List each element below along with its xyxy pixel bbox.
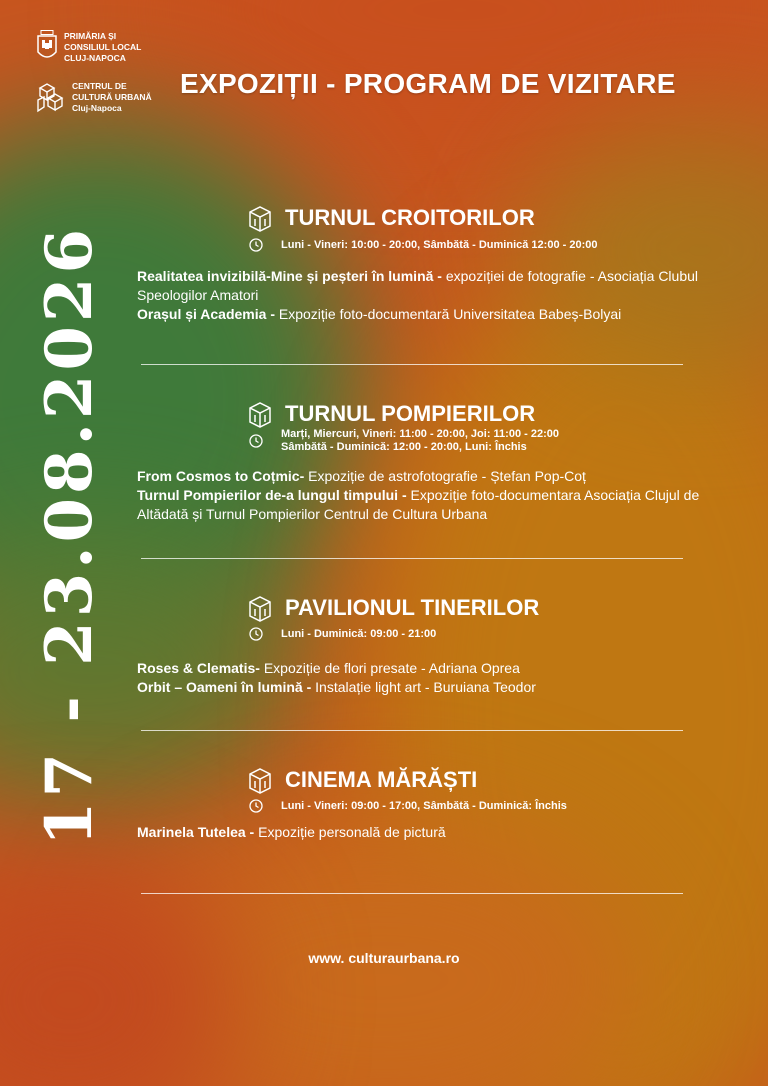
- exhibit-item: [137, 467, 727, 486]
- venue-header: [247, 204, 535, 232]
- coat-of-arms-icon: [36, 30, 58, 64]
- exhibit-description: Expoziție personală de pictură: [258, 824, 446, 840]
- exhibit-list: [137, 267, 727, 324]
- page-title: EXPOZIȚII - PROGRAM DE VIZITARE: [180, 68, 676, 99]
- venue-title: TURNUL POMPIERILOR: [285, 401, 536, 426]
- building-icon: [247, 594, 273, 622]
- website-link[interactable]: www. culturaurbana.ro: [308, 950, 460, 966]
- primaria-logo-line-2: CONSILIUL LOCAL: [64, 41, 142, 52]
- hours-line: Luni - Vineri: 09:00 - 17:00, Sâmbătă - Duminică: Închis: [281, 799, 567, 812]
- exhibit-description: expoziției de fotografie - Asociația Clubul Speologilor Amatori: [137, 268, 699, 303]
- exhibit-title: Turnul Pompierilor de-a lungul timpului -: [137, 487, 411, 503]
- date-range: 17 - 23.08.2026: [32, 225, 107, 846]
- hours-line: Luni - Vineri: 10:00 - 20:00, Sâmbătă - Duminică 12:00 - 20:00: [281, 238, 598, 251]
- venue-title: PAVILIONUL TINERILOR: [285, 595, 540, 620]
- venue-header: [247, 400, 535, 428]
- primaria-logo-line-1: PRIMĂRIA ȘI: [64, 30, 117, 41]
- venue-hours: [249, 799, 567, 813]
- venue-hours: [249, 238, 597, 252]
- building-icon: [247, 204, 273, 232]
- exhibit-item: [137, 305, 727, 324]
- exhibit-description: Expoziție de flori presate - Adriana Oprea: [263, 660, 520, 676]
- clock-icon: [249, 238, 263, 252]
- exhibit-list: [137, 467, 727, 524]
- ccu-logo-line-1: CENTRUL DE: [72, 80, 127, 91]
- building-icon: [247, 766, 273, 794]
- divider: [141, 364, 683, 365]
- venue-header: [247, 594, 539, 622]
- exhibit-description: Instalație light art - Buruiana Teodor: [315, 679, 536, 695]
- venue-title: TURNUL CROITORILOR: [285, 205, 535, 230]
- exhibit-list: [137, 659, 727, 697]
- venue-hours: [249, 428, 559, 454]
- divider: [141, 893, 683, 894]
- ccu-logo-line-3: Cluj-Napoca: [72, 102, 122, 113]
- exhibit-title: Realitatea invizibilă-Mine și peșteri în lumină -: [137, 268, 446, 284]
- building-icon: [247, 400, 273, 428]
- exhibit-item: [137, 267, 727, 305]
- exhibit-description: Expoziție foto-documentara Asociația Clujul de Altădată și Turnul Pompierilor Centrul de Cultura Urbana: [137, 487, 700, 522]
- exhibit-title: Marinela Tutelea -: [137, 824, 259, 840]
- exhibit-description: Expoziție de astrofotografie - Ștefan Pop-Coț: [308, 468, 586, 484]
- hours-line: Marți, Miercuri, Vineri: 11:00 - 20:00, Joi: 11:00 - 22:00: [281, 428, 559, 440]
- clock-icon: [249, 799, 263, 813]
- primaria-logo-line-3: CLUJ-NAPOCA: [64, 52, 126, 63]
- exhibit-list: [137, 823, 727, 842]
- exhibit-title: From Cosmos to Coțmic-: [137, 468, 309, 484]
- exhibit-title: Orașul și Academia -: [137, 306, 279, 322]
- exhibit-title: Orbit – Oameni în lumină -: [137, 679, 316, 695]
- hours-line: Luni - Duminică: 09:00 - 21:00: [281, 627, 437, 640]
- exhibit-description: Expoziție foto-documentară Universitatea Babeș-Bolyai: [278, 306, 622, 322]
- exhibit-title: Roses & Clematis-: [137, 660, 264, 676]
- exhibit-item: [137, 659, 727, 678]
- exhibit-item: [137, 823, 727, 842]
- ccu-logo-line-2: CULTURĂ URBANĂ: [72, 91, 152, 102]
- primaria-logo: [36, 30, 141, 64]
- exhibit-item: [137, 678, 727, 697]
- venue-title: CINEMA MĂRĂȘTI: [285, 767, 478, 792]
- venue-header: [247, 766, 477, 794]
- exhibit-item: [137, 486, 727, 524]
- divider: [141, 730, 683, 731]
- clock-icon: [249, 434, 263, 448]
- divider: [141, 558, 683, 559]
- venue-hours: [249, 627, 436, 641]
- hours-line: Sâmbătă - Duminică: 12:00 - 20:00, Luni: Închis: [281, 441, 527, 453]
- clock-icon: [249, 627, 263, 641]
